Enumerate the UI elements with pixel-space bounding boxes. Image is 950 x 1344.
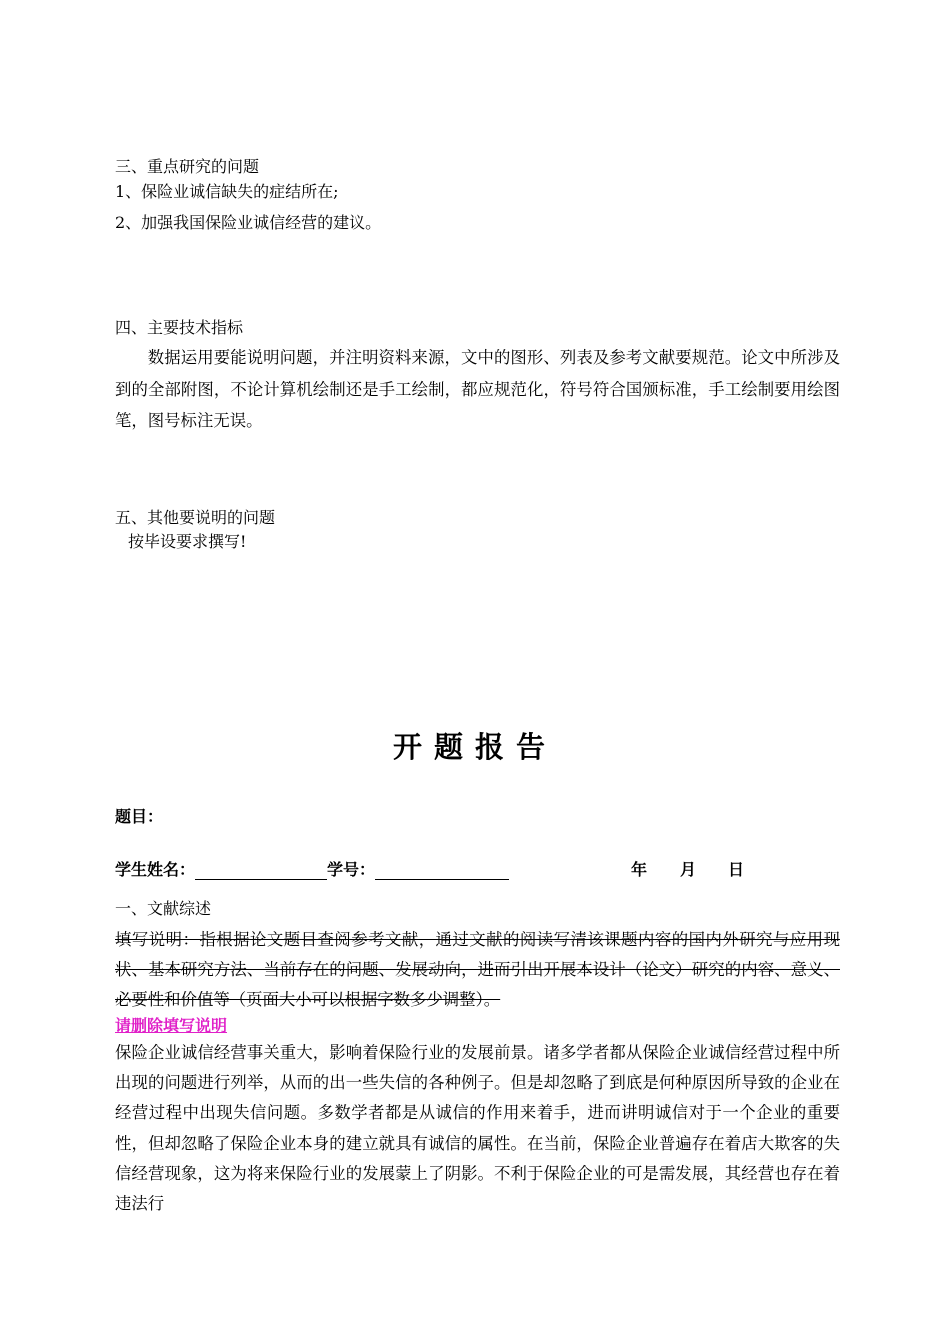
- section4-body: 数据运用要能说明问题，并注明资料来源，文中的图形、列表及参考文献要规范。论文中所涉及到的全部附图，不论计算机绘制还是手工绘制，都应规范化，符号符合国颁标准，手工绘制要用绘图笔，图号标注无误。: [115, 348, 840, 430]
- fill-instruction: 填写说明：指根据论文题目查阅参考文献，通过文献的阅读写清该课题内容的国内外研究与应用现状、基本研究方法、当前存在的问题、发展动向，进而引出开展本设计（论文）研究的内容、意义、必要性和价值等（页面大小可以根据字数多少调整）。: [115, 930, 840, 1009]
- delete-notice: 请删除填写说明: [115, 1016, 228, 1035]
- year-label: 年: [631, 860, 648, 879]
- report-title: 开题报告: [392, 730, 557, 764]
- section3-item-2: 2、加强我国保险业诚信经营的建议。: [115, 213, 382, 232]
- student-name-field[interactable]: [195, 863, 327, 880]
- section4-heading: 四、主要技术指标: [115, 318, 244, 337]
- topic-label: 题目：: [115, 807, 164, 826]
- student-name-label: 学生姓名：: [115, 860, 196, 879]
- student-id-field[interactable]: [375, 863, 509, 880]
- section3-heading: 三、重点研究的问题: [115, 157, 260, 176]
- section3-item-1: 1、保险业诚信缺失的症结所在;: [115, 182, 339, 201]
- student-info-row: [115, 857, 509, 880]
- student-id-label: 学号：: [327, 860, 376, 879]
- section5-body: 按毕设要求撰写!: [128, 532, 247, 551]
- day-label: 日: [728, 860, 745, 879]
- section5-heading: 五、其他要说明的问题: [115, 508, 276, 527]
- month-label: 月: [680, 860, 697, 879]
- section1-body: 保险企业诚信经营事关重大，影响着保险行业的发展前景。诸多学者都从保险企业诚信经营过程中所出现的问题进行列举，从而的出一些失信的各种例子。但是却忽略了到底是何种原因所导致的企业在经营过程中出现失信问题。多数学者都是从诚信的作用来着手，进而讲明诚信对于一个企业的重要性，但却忽略了保险企业本身的建立就具有诚信的属性。在当前，保险企业普遍存在着店大欺客的失信经营现象，这为将来保险行业的发展蒙上了阴影。不利于保险企业的可是需发展，其经营也存在着违法行: [115, 1043, 840, 1214]
- section1-heading: 一、文献综述: [115, 899, 212, 918]
